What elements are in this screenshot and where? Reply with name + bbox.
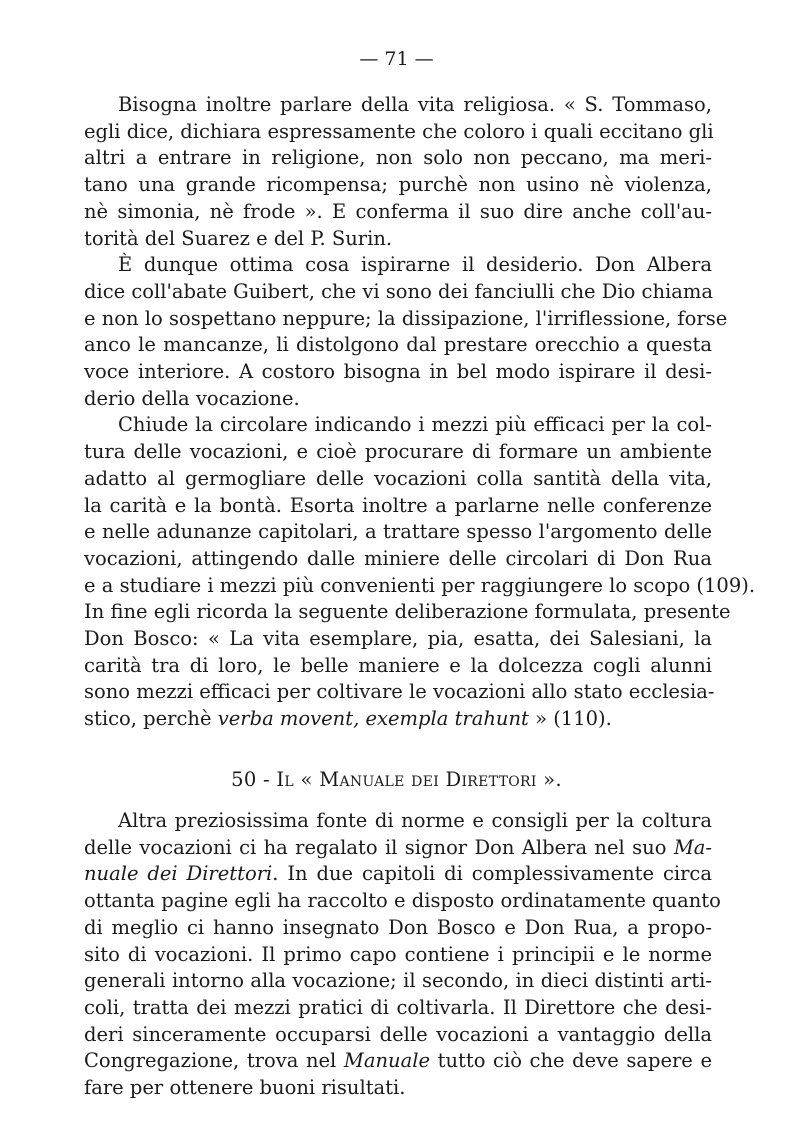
text-line: di meglio ci hanno insegnato Don Bosco e Don Rua, a propo- — [84, 915, 712, 939]
text-line: coli, tratta dei mezzi pratici di coltivarla. Il Direttore che desi- — [84, 995, 712, 1019]
text-run: . In due capitoli di complessivamente circa — [272, 862, 712, 886]
text-line: tano una grande ricompensa; purchè non usino nè violenza, — [84, 173, 712, 197]
section-2-text — [84, 808, 721, 1102]
book-title: Ma- — [673, 835, 712, 859]
text-run: Congregazione, trova nel — [84, 1049, 344, 1073]
text-line: carità tra di loro, le belle maniere e la dolcezza cogli alunni — [84, 653, 712, 677]
text-line: dice coll'abate Guibert, che vi sono dei fanciulli che Dio chiama — [84, 279, 714, 303]
text-line — [84, 1048, 712, 1075]
text-line: deri sinceramente occuparsi delle vocazioni a vantaggio della — [84, 1022, 712, 1046]
text-line: anco le mancanze, li distolgono dal prestare orecchio a questa — [84, 333, 712, 357]
text-line: la carità e la bontà. Esorta inoltre a parlarne nelle conferenze — [84, 493, 712, 517]
text-line: Bisogna inoltre parlare della vita religiosa. « S. Tommaso, — [118, 93, 712, 116]
text-line: Altra preziosissima fonte di norme e consigli per la coltura — [118, 809, 712, 832]
text-run: tutto ciò che deve sapere e — [430, 1049, 712, 1073]
text-line — [84, 835, 712, 862]
text-line: In fine egli ricorda la seguente deliberazione formulata, presente — [84, 600, 731, 624]
book-title: nuale dei Direttori — [84, 862, 273, 886]
text-line: egli dice, dichiara espressamente che coloro i quali eccitano gli — [84, 119, 714, 143]
text-line: e non lo sospettano neppure; la dissipazione, l'irriflessione, forse — [84, 306, 728, 330]
text-line: e nelle adunanze capitolari, a trattare spesso l'argomento delle — [84, 520, 712, 544]
section-heading — [0, 768, 793, 791]
text-line: generali intorno alla vocazione; il secondo, in dieci distinti arti- — [84, 969, 712, 993]
text-line: voce interiore. A costoro bisogna in bel modo ispirare il desi- — [84, 360, 712, 384]
section-title: Il « Manuale dei Direttori ». — [276, 768, 562, 791]
text-line: altri a entrare in religione, non solo non peccano, ma meri- — [84, 146, 712, 170]
text-line: ottanta pagine egli ha raccolto e disposto ordinatamente quanto — [84, 889, 721, 913]
text-line — [84, 861, 712, 888]
text-line: derio della vocazione. — [84, 386, 300, 410]
text-run: » (110). — [528, 707, 612, 731]
text-line — [84, 706, 712, 733]
text-line: adatto al germogliare delle vocazioni colla santità della vita, — [84, 466, 712, 490]
text-line: Don Bosco: « La vita esemplare, pia, esatta, dei Salesiani, la — [84, 627, 712, 651]
latin-quote: verba movent, exempla trahunt — [217, 707, 529, 731]
section-1-text — [84, 92, 756, 733]
text-line: e a studiare i mezzi più convenienti per raggiungere lo scopo (109). — [84, 573, 756, 597]
text-line: tura delle vocazioni, e cioè procurare di formare un ambiente — [84, 440, 712, 464]
text-line: sono mezzi efficaci per coltivare le vocazioni allo stato ecclesia- — [84, 680, 715, 704]
text-line: sito di vocazioni. Il primo capo contiene i principii e le norme — [84, 942, 712, 966]
text-run: stico, perchè — [84, 707, 218, 731]
text-line: nè simonia, nè frode ». E conferma il suo dire anche coll'au- — [84, 199, 712, 223]
text-line: vocazioni, attingendo dalle miniere delle circolari di Don Rua — [84, 546, 712, 570]
text-line: torità del Suarez e del P. Surin. — [84, 226, 393, 250]
section-number: 50 - — [231, 768, 277, 791]
text-line: Chiude la circolare indicando i mezzi più efficaci per la col- — [118, 413, 712, 437]
text-run: delle vocazioni ci ha regalato il signor Don Albera nel suo — [84, 835, 674, 859]
text-line: È dunque ottima cosa ispirarne il desiderio. Don Albera — [118, 253, 712, 277]
page-number: — 71 — — [359, 48, 434, 70]
text-line: fare per ottenere buoni risultati. — [84, 1076, 406, 1100]
book-title: Manuale — [343, 1049, 431, 1073]
